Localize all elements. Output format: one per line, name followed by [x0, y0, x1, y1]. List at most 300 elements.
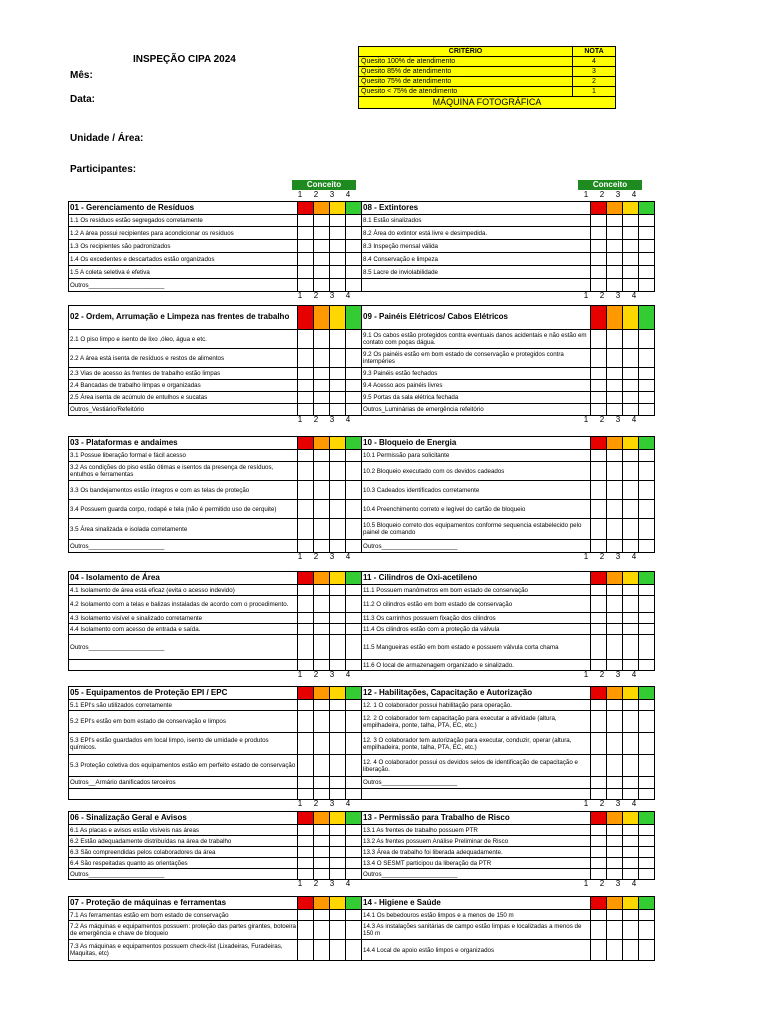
grade-cell[interactable]	[639, 624, 655, 635]
grade-cell[interactable]	[623, 777, 639, 789]
grade-cell[interactable]	[298, 755, 314, 777]
grade-cell[interactable]	[346, 836, 362, 847]
grade-cell[interactable]	[607, 700, 623, 711]
grade-cell[interactable]	[314, 227, 330, 240]
grade-cell[interactable]	[298, 540, 314, 553]
grade-cell[interactable]	[623, 869, 639, 880]
grade-cell[interactable]	[623, 380, 639, 392]
grade-cell[interactable]	[591, 869, 607, 880]
grade-cell[interactable]	[591, 240, 607, 253]
grade-cell[interactable]	[314, 825, 330, 836]
grade-cell[interactable]	[623, 500, 639, 519]
grade-cell[interactable]	[330, 711, 346, 733]
grade-cell[interactable]	[298, 847, 314, 858]
grade-cell[interactable]	[346, 404, 362, 416]
grade-cell[interactable]	[591, 613, 607, 624]
grade-cell[interactable]	[607, 847, 623, 858]
grade-cell[interactable]	[346, 450, 362, 462]
grade-cell[interactable]	[346, 596, 362, 613]
grade-cell[interactable]	[346, 330, 362, 349]
grade-cell[interactable]	[623, 368, 639, 380]
grade-cell[interactable]	[591, 755, 607, 777]
grade-cell[interactable]	[639, 921, 655, 940]
grade-cell[interactable]	[330, 368, 346, 380]
grade-cell[interactable]	[639, 777, 655, 789]
grade-cell[interactable]	[330, 847, 346, 858]
grade-cell[interactable]	[639, 540, 655, 553]
grade-cell[interactable]	[314, 540, 330, 553]
grade-cell[interactable]	[623, 940, 639, 961]
grade-cell[interactable]	[330, 777, 346, 789]
grade-cell[interactable]	[623, 240, 639, 253]
grade-cell[interactable]	[314, 869, 330, 880]
grade-cell[interactable]	[314, 240, 330, 253]
grade-cell[interactable]	[591, 215, 607, 227]
grade-cell[interactable]	[623, 279, 639, 292]
grade-cell[interactable]	[314, 349, 330, 368]
grade-cell[interactable]	[639, 253, 655, 266]
grade-cell[interactable]	[314, 635, 330, 660]
grade-cell[interactable]	[623, 711, 639, 733]
grade-cell[interactable]	[591, 392, 607, 404]
grade-cell[interactable]	[591, 279, 607, 292]
grade-cell[interactable]	[607, 596, 623, 613]
grade-cell[interactable]	[591, 847, 607, 858]
grade-cell[interactable]	[346, 481, 362, 500]
grade-cell[interactable]	[298, 910, 314, 921]
grade-cell[interactable]	[639, 585, 655, 596]
grade-cell[interactable]	[346, 613, 362, 624]
grade-cell[interactable]	[314, 404, 330, 416]
grade-cell[interactable]	[314, 596, 330, 613]
grade-cell[interactable]	[314, 940, 330, 961]
grade-cell[interactable]	[639, 240, 655, 253]
grade-cell[interactable]	[298, 940, 314, 961]
grade-cell[interactable]	[639, 700, 655, 711]
grade-cell[interactable]	[330, 613, 346, 624]
grade-cell[interactable]	[330, 349, 346, 368]
grade-cell[interactable]	[314, 279, 330, 292]
grade-cell[interactable]	[314, 910, 330, 921]
grade-cell[interactable]	[298, 349, 314, 368]
grade-cell[interactable]	[607, 404, 623, 416]
grade-cell[interactable]	[623, 635, 639, 660]
grade-cell[interactable]	[591, 910, 607, 921]
grade-cell[interactable]	[623, 596, 639, 613]
grade-cell[interactable]	[639, 462, 655, 481]
grade-cell[interactable]	[298, 596, 314, 613]
grade-cell[interactable]	[607, 227, 623, 240]
grade-cell[interactable]	[330, 858, 346, 869]
grade-cell[interactable]	[607, 733, 623, 755]
grade-cell[interactable]	[591, 404, 607, 416]
grade-cell[interactable]	[346, 910, 362, 921]
grade-cell[interactable]	[346, 825, 362, 836]
grade-cell[interactable]	[639, 404, 655, 416]
grade-cell[interactable]	[330, 266, 346, 279]
grade-cell[interactable]	[623, 481, 639, 500]
grade-cell[interactable]	[591, 921, 607, 940]
grade-cell[interactable]	[314, 660, 330, 671]
grade-cell[interactable]	[623, 825, 639, 836]
grade-cell[interactable]	[591, 481, 607, 500]
grade-cell[interactable]	[607, 910, 623, 921]
grade-cell[interactable]	[591, 349, 607, 368]
grade-cell[interactable]	[639, 869, 655, 880]
grade-cell[interactable]	[346, 635, 362, 660]
grade-cell[interactable]	[346, 869, 362, 880]
grade-cell[interactable]	[639, 392, 655, 404]
grade-cell[interactable]	[591, 227, 607, 240]
grade-cell[interactable]	[298, 635, 314, 660]
grade-cell[interactable]	[330, 755, 346, 777]
grade-cell[interactable]	[330, 789, 346, 800]
grade-cell[interactable]	[623, 858, 639, 869]
grade-cell[interactable]	[623, 519, 639, 540]
grade-cell[interactable]	[330, 540, 346, 553]
grade-cell[interactable]	[591, 585, 607, 596]
grade-cell[interactable]	[639, 789, 655, 800]
grade-cell[interactable]	[607, 921, 623, 940]
grade-cell[interactable]	[330, 380, 346, 392]
grade-cell[interactable]	[591, 330, 607, 349]
grade-cell[interactable]	[298, 777, 314, 789]
grade-cell[interactable]	[623, 227, 639, 240]
grade-cell[interactable]	[314, 392, 330, 404]
grade-cell[interactable]	[298, 368, 314, 380]
grade-cell[interactable]	[298, 869, 314, 880]
grade-cell[interactable]	[314, 330, 330, 349]
grade-cell[interactable]	[330, 825, 346, 836]
grade-cell[interactable]	[346, 253, 362, 266]
grade-cell[interactable]	[639, 711, 655, 733]
grade-cell[interactable]	[591, 858, 607, 869]
grade-cell[interactable]	[298, 711, 314, 733]
grade-cell[interactable]	[639, 733, 655, 755]
grade-cell[interactable]	[298, 700, 314, 711]
grade-cell[interactable]	[623, 540, 639, 553]
grade-cell[interactable]	[298, 613, 314, 624]
grade-cell[interactable]	[298, 215, 314, 227]
grade-cell[interactable]	[623, 349, 639, 368]
grade-cell[interactable]	[298, 450, 314, 462]
grade-cell[interactable]	[298, 585, 314, 596]
grade-cell[interactable]	[639, 349, 655, 368]
grade-cell[interactable]	[346, 279, 362, 292]
grade-cell[interactable]	[346, 700, 362, 711]
grade-cell[interactable]	[314, 462, 330, 481]
grade-cell[interactable]	[623, 330, 639, 349]
grade-cell[interactable]	[314, 921, 330, 940]
grade-cell[interactable]	[639, 227, 655, 240]
grade-cell[interactable]	[607, 266, 623, 279]
grade-cell[interactable]	[298, 404, 314, 416]
grade-cell[interactable]	[346, 215, 362, 227]
grade-cell[interactable]	[346, 847, 362, 858]
grade-cell[interactable]	[607, 253, 623, 266]
grade-cell[interactable]	[298, 858, 314, 869]
grade-cell[interactable]	[298, 733, 314, 755]
grade-cell[interactable]	[591, 635, 607, 660]
grade-cell[interactable]	[314, 700, 330, 711]
grade-cell[interactable]	[330, 279, 346, 292]
grade-cell[interactable]	[639, 755, 655, 777]
grade-cell[interactable]	[346, 240, 362, 253]
grade-cell[interactable]	[298, 253, 314, 266]
grade-cell[interactable]	[639, 266, 655, 279]
grade-cell[interactable]	[607, 481, 623, 500]
grade-cell[interactable]	[314, 613, 330, 624]
grade-cell[interactable]	[346, 500, 362, 519]
grade-cell[interactable]	[607, 613, 623, 624]
grade-cell[interactable]	[623, 921, 639, 940]
grade-cell[interactable]	[330, 519, 346, 540]
grade-cell[interactable]	[330, 450, 346, 462]
grade-cell[interactable]	[314, 847, 330, 858]
grade-cell[interactable]	[607, 777, 623, 789]
grade-cell[interactable]	[623, 660, 639, 671]
grade-cell[interactable]	[330, 596, 346, 613]
grade-cell[interactable]	[591, 700, 607, 711]
grade-cell[interactable]	[346, 462, 362, 481]
grade-cell[interactable]	[330, 500, 346, 519]
grade-cell[interactable]	[607, 540, 623, 553]
grade-cell[interactable]	[314, 789, 330, 800]
grade-cell[interactable]	[314, 624, 330, 635]
grade-cell[interactable]	[623, 700, 639, 711]
grade-cell[interactable]	[623, 253, 639, 266]
grade-cell[interactable]	[314, 777, 330, 789]
grade-cell[interactable]	[314, 266, 330, 279]
grade-cell[interactable]	[346, 368, 362, 380]
grade-cell[interactable]	[623, 836, 639, 847]
grade-cell[interactable]	[639, 450, 655, 462]
grade-cell[interactable]	[298, 836, 314, 847]
grade-cell[interactable]	[330, 240, 346, 253]
grade-cell[interactable]	[314, 253, 330, 266]
grade-cell[interactable]	[639, 279, 655, 292]
grade-cell[interactable]	[330, 700, 346, 711]
grade-cell[interactable]	[639, 596, 655, 613]
grade-cell[interactable]	[346, 624, 362, 635]
grade-cell[interactable]	[607, 240, 623, 253]
grade-cell[interactable]	[298, 825, 314, 836]
grade-cell[interactable]	[330, 836, 346, 847]
grade-cell[interactable]	[607, 836, 623, 847]
grade-cell[interactable]	[607, 624, 623, 635]
grade-cell[interactable]	[330, 910, 346, 921]
grade-cell[interactable]	[298, 266, 314, 279]
grade-cell[interactable]	[346, 711, 362, 733]
grade-cell[interactable]	[623, 624, 639, 635]
grade-cell[interactable]	[330, 481, 346, 500]
grade-cell[interactable]	[623, 755, 639, 777]
grade-cell[interactable]	[346, 921, 362, 940]
grade-cell[interactable]	[298, 380, 314, 392]
grade-cell[interactable]	[639, 500, 655, 519]
grade-cell[interactable]	[314, 481, 330, 500]
grade-cell[interactable]	[330, 624, 346, 635]
grade-cell[interactable]	[314, 519, 330, 540]
grade-cell[interactable]	[623, 462, 639, 481]
grade-cell[interactable]	[346, 777, 362, 789]
grade-cell[interactable]	[330, 330, 346, 349]
grade-cell[interactable]	[639, 858, 655, 869]
grade-cell[interactable]	[346, 755, 362, 777]
grade-cell[interactable]	[591, 777, 607, 789]
grade-cell[interactable]	[314, 755, 330, 777]
grade-cell[interactable]	[607, 585, 623, 596]
grade-cell[interactable]	[346, 540, 362, 553]
grade-cell[interactable]	[314, 836, 330, 847]
grade-cell[interactable]	[639, 847, 655, 858]
grade-cell[interactable]	[591, 660, 607, 671]
grade-cell[interactable]	[314, 733, 330, 755]
grade-cell[interactable]	[607, 789, 623, 800]
grade-cell[interactable]	[346, 266, 362, 279]
grade-cell[interactable]	[298, 519, 314, 540]
grade-cell[interactable]	[314, 711, 330, 733]
grade-cell[interactable]	[607, 450, 623, 462]
grade-cell[interactable]	[639, 481, 655, 500]
grade-cell[interactable]	[591, 462, 607, 481]
grade-cell[interactable]	[607, 940, 623, 961]
grade-cell[interactable]	[639, 825, 655, 836]
grade-cell[interactable]	[623, 585, 639, 596]
grade-cell[interactable]	[346, 519, 362, 540]
grade-cell[interactable]	[639, 836, 655, 847]
grade-cell[interactable]	[298, 227, 314, 240]
grade-cell[interactable]	[607, 869, 623, 880]
grade-cell[interactable]	[298, 624, 314, 635]
grade-cell[interactable]	[591, 380, 607, 392]
grade-cell[interactable]	[330, 940, 346, 961]
grade-cell[interactable]	[623, 733, 639, 755]
grade-cell[interactable]	[346, 660, 362, 671]
grade-cell[interactable]	[607, 825, 623, 836]
grade-cell[interactable]	[346, 733, 362, 755]
grade-cell[interactable]	[591, 624, 607, 635]
grade-cell[interactable]	[298, 789, 314, 800]
grade-cell[interactable]	[591, 733, 607, 755]
grade-cell[interactable]	[591, 450, 607, 462]
grade-cell[interactable]	[330, 733, 346, 755]
grade-cell[interactable]	[314, 450, 330, 462]
grade-cell[interactable]	[346, 858, 362, 869]
grade-cell[interactable]	[639, 940, 655, 961]
grade-cell[interactable]	[330, 869, 346, 880]
grade-cell[interactable]	[330, 660, 346, 671]
grade-cell[interactable]	[591, 266, 607, 279]
grade-cell[interactable]	[298, 481, 314, 500]
grade-cell[interactable]	[607, 500, 623, 519]
grade-cell[interactable]	[607, 330, 623, 349]
grade-cell[interactable]	[591, 836, 607, 847]
grade-cell[interactable]	[330, 253, 346, 266]
grade-cell[interactable]	[314, 380, 330, 392]
grade-cell[interactable]	[314, 500, 330, 519]
grade-cell[interactable]	[298, 660, 314, 671]
grade-cell[interactable]	[623, 613, 639, 624]
grade-cell[interactable]	[607, 368, 623, 380]
grade-cell[interactable]	[298, 240, 314, 253]
grade-cell[interactable]	[314, 215, 330, 227]
grade-cell[interactable]	[607, 660, 623, 671]
grade-cell[interactable]	[591, 540, 607, 553]
grade-cell[interactable]	[330, 392, 346, 404]
grade-cell[interactable]	[298, 279, 314, 292]
grade-cell[interactable]	[591, 789, 607, 800]
grade-cell[interactable]	[591, 500, 607, 519]
grade-cell[interactable]	[591, 940, 607, 961]
grade-cell[interactable]	[607, 462, 623, 481]
grade-cell[interactable]	[346, 227, 362, 240]
grade-cell[interactable]	[639, 368, 655, 380]
grade-cell[interactable]	[639, 660, 655, 671]
grade-cell[interactable]	[346, 349, 362, 368]
grade-cell[interactable]	[330, 635, 346, 660]
grade-cell[interactable]	[314, 368, 330, 380]
grade-cell[interactable]	[623, 789, 639, 800]
grade-cell[interactable]	[607, 635, 623, 660]
grade-cell[interactable]	[330, 921, 346, 940]
grade-cell[interactable]	[623, 450, 639, 462]
grade-cell[interactable]	[314, 858, 330, 869]
grade-cell[interactable]	[298, 330, 314, 349]
grade-cell[interactable]	[330, 404, 346, 416]
grade-cell[interactable]	[623, 847, 639, 858]
grade-cell[interactable]	[346, 392, 362, 404]
grade-cell[interactable]	[298, 392, 314, 404]
grade-cell[interactable]	[639, 635, 655, 660]
grade-cell[interactable]	[298, 500, 314, 519]
grade-cell[interactable]	[639, 380, 655, 392]
grade-cell[interactable]	[639, 910, 655, 921]
grade-cell[interactable]	[591, 711, 607, 733]
grade-cell[interactable]	[607, 858, 623, 869]
grade-cell[interactable]	[330, 462, 346, 481]
grade-cell[interactable]	[591, 253, 607, 266]
grade-cell[interactable]	[591, 825, 607, 836]
grade-cell[interactable]	[346, 585, 362, 596]
grade-cell[interactable]	[623, 392, 639, 404]
grade-cell[interactable]	[639, 330, 655, 349]
grade-cell[interactable]	[330, 215, 346, 227]
grade-cell[interactable]	[623, 910, 639, 921]
grade-cell[interactable]	[639, 519, 655, 540]
grade-cell[interactable]	[591, 368, 607, 380]
grade-cell[interactable]	[623, 215, 639, 227]
grade-cell[interactable]	[639, 613, 655, 624]
grade-cell[interactable]	[607, 755, 623, 777]
grade-cell[interactable]	[607, 349, 623, 368]
grade-cell[interactable]	[607, 279, 623, 292]
grade-cell[interactable]	[591, 519, 607, 540]
grade-cell[interactable]	[623, 404, 639, 416]
grade-cell[interactable]	[314, 585, 330, 596]
grade-cell[interactable]	[607, 215, 623, 227]
grade-cell[interactable]	[346, 789, 362, 800]
grade-cell[interactable]	[298, 462, 314, 481]
grade-cell[interactable]	[346, 940, 362, 961]
grade-cell[interactable]	[298, 921, 314, 940]
grade-cell[interactable]	[330, 585, 346, 596]
grade-cell[interactable]	[639, 215, 655, 227]
grade-cell[interactable]	[607, 392, 623, 404]
grade-cell[interactable]	[607, 380, 623, 392]
grade-cell[interactable]	[623, 266, 639, 279]
grade-cell[interactable]	[591, 596, 607, 613]
